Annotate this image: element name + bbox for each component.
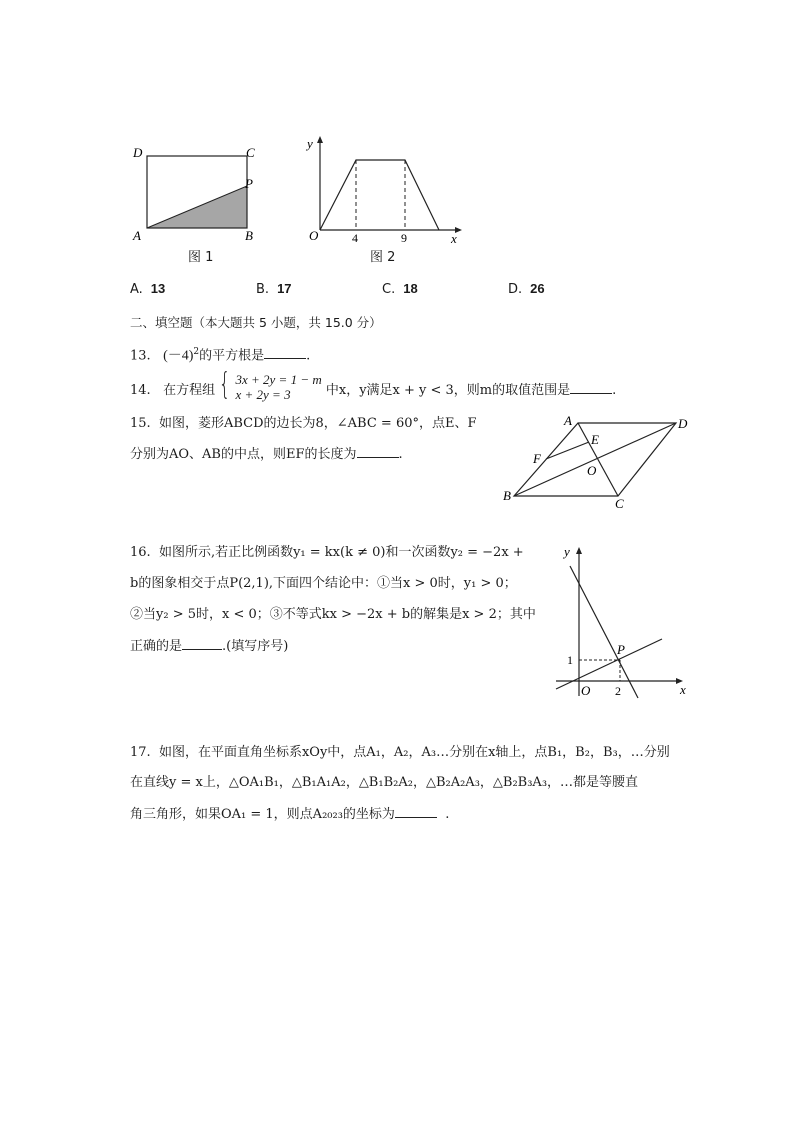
question-16-line-1: 16. 如图所示,若正比例函数y₁ = kx(k ≠ 0)和一次函数y₂ = −2x +: [130, 545, 524, 560]
question-17-line-1: 17. 如图，在平面直角坐标系xOy中，点A₁，A₂，A₃…分别在x轴上，点B₁，B₂，B₃，…分别: [130, 745, 670, 760]
axis-label-x: x: [680, 682, 686, 697]
question-number: 17.: [130, 745, 151, 760]
answer-blank[interactable]: [570, 381, 612, 394]
option-c[interactable]: C. 18: [382, 281, 418, 297]
figure-2-graph: [300, 132, 470, 244]
question-16-line-4: 正确的是 .(填写序号): [130, 639, 289, 654]
expression: (－4): [163, 348, 194, 364]
question-number: 16.: [130, 545, 151, 560]
question-number: 14.: [130, 383, 151, 398]
figure-1-caption: 图 1: [188, 250, 214, 265]
figure-2-caption: 图 2: [370, 250, 396, 265]
point-F: F: [533, 451, 541, 466]
question-17-line-2: 在直线y = x上，△OA₁B₁，△B₁A₁A₂，△B₁B₂A₂，△B₂A₂A₃，△B₂B₃A₃，…都是等腰直: [130, 775, 639, 790]
tick-label-9: 9: [401, 231, 407, 244]
vertex-D: D: [678, 416, 688, 431]
question-number: 15.: [130, 416, 151, 431]
tick-label-4: 4: [352, 231, 358, 244]
figure-rhombus: [496, 410, 696, 508]
option-a[interactable]: A. 13: [130, 281, 166, 297]
y-axis-arrow: [576, 547, 582, 554]
answer-blank[interactable]: [264, 346, 306, 359]
section-2-title: 二、填空题（本大题共 5 小题，共 15.0 分）: [130, 315, 382, 330]
vertex-P: P: [245, 176, 253, 191]
question-14: 14. 在方程组 { 3x + 2y = 1 − m x + 2y = 3 中x，y满足x + y < 3，则m的取值范围是 .: [130, 367, 617, 402]
y-axis-arrow: [317, 136, 323, 143]
vertex-B: B: [245, 228, 253, 240]
figure-linear-functions: [550, 540, 696, 702]
origin-label: O: [581, 683, 591, 698]
question-16-line-2: b的图象相交于点P(2,1),下面四个结论中：①当x > 0时，y₁ > 0；: [130, 576, 517, 591]
question-13: 13. $(-4)^2$的平方根是 .: [130, 347, 311, 364]
question-number: 13.: [130, 348, 151, 364]
tick-label-2: 2: [615, 684, 621, 698]
answer-blank[interactable]: [395, 805, 437, 818]
origin-label: O: [309, 228, 319, 243]
equation-2: x + 2y = 3: [235, 387, 291, 402]
point-E: E: [591, 432, 599, 447]
answer-blank[interactable]: [357, 445, 399, 458]
figure-1-rectangle: [125, 140, 275, 240]
axis-label-x: x: [451, 231, 457, 244]
brace: {: [219, 367, 231, 402]
option-d[interactable]: D. 26: [508, 281, 545, 297]
question-15-line-1: 15. 如图，菱形ABCD的边长为8，∠ABC = 60°，点E、F: [130, 416, 477, 431]
vertex-B: B: [503, 488, 511, 503]
equation-system: [235, 372, 321, 402]
axis-label-y: y: [564, 544, 570, 559]
question-15-line-2: 分别为AO、AB的中点，则EF的长度为 .: [130, 447, 403, 462]
vertex-C: C: [246, 145, 255, 160]
segment-ef: [546, 442, 589, 459]
vertex-C: C: [615, 496, 624, 508]
question-17-line-3: 角三角形，如果OA₁ = 1，则点A₂₀₂₃的坐标为 .: [130, 807, 450, 822]
question-16-line-3: ②当y₂ > 5时，x < 0；③不等式kx > −2x + b的解集是x > 2；其中: [130, 607, 536, 622]
point-O: O: [587, 463, 597, 478]
trapezoid-graph-line: [320, 160, 439, 230]
axis-label-y: y: [307, 136, 313, 151]
answer-blank[interactable]: [182, 637, 222, 650]
option-b[interactable]: B. 17: [256, 281, 292, 297]
vertex-A: A: [564, 413, 572, 428]
vertex-A: A: [133, 228, 141, 240]
tick-label-1: 1: [567, 653, 573, 667]
vertex-D: D: [133, 145, 143, 160]
exponent: 2: [193, 347, 200, 357]
shaded-triangle-apb: [147, 186, 247, 228]
point-P: P: [617, 642, 625, 657]
equation-1: 3x + 2y = 1 − m: [235, 372, 322, 387]
